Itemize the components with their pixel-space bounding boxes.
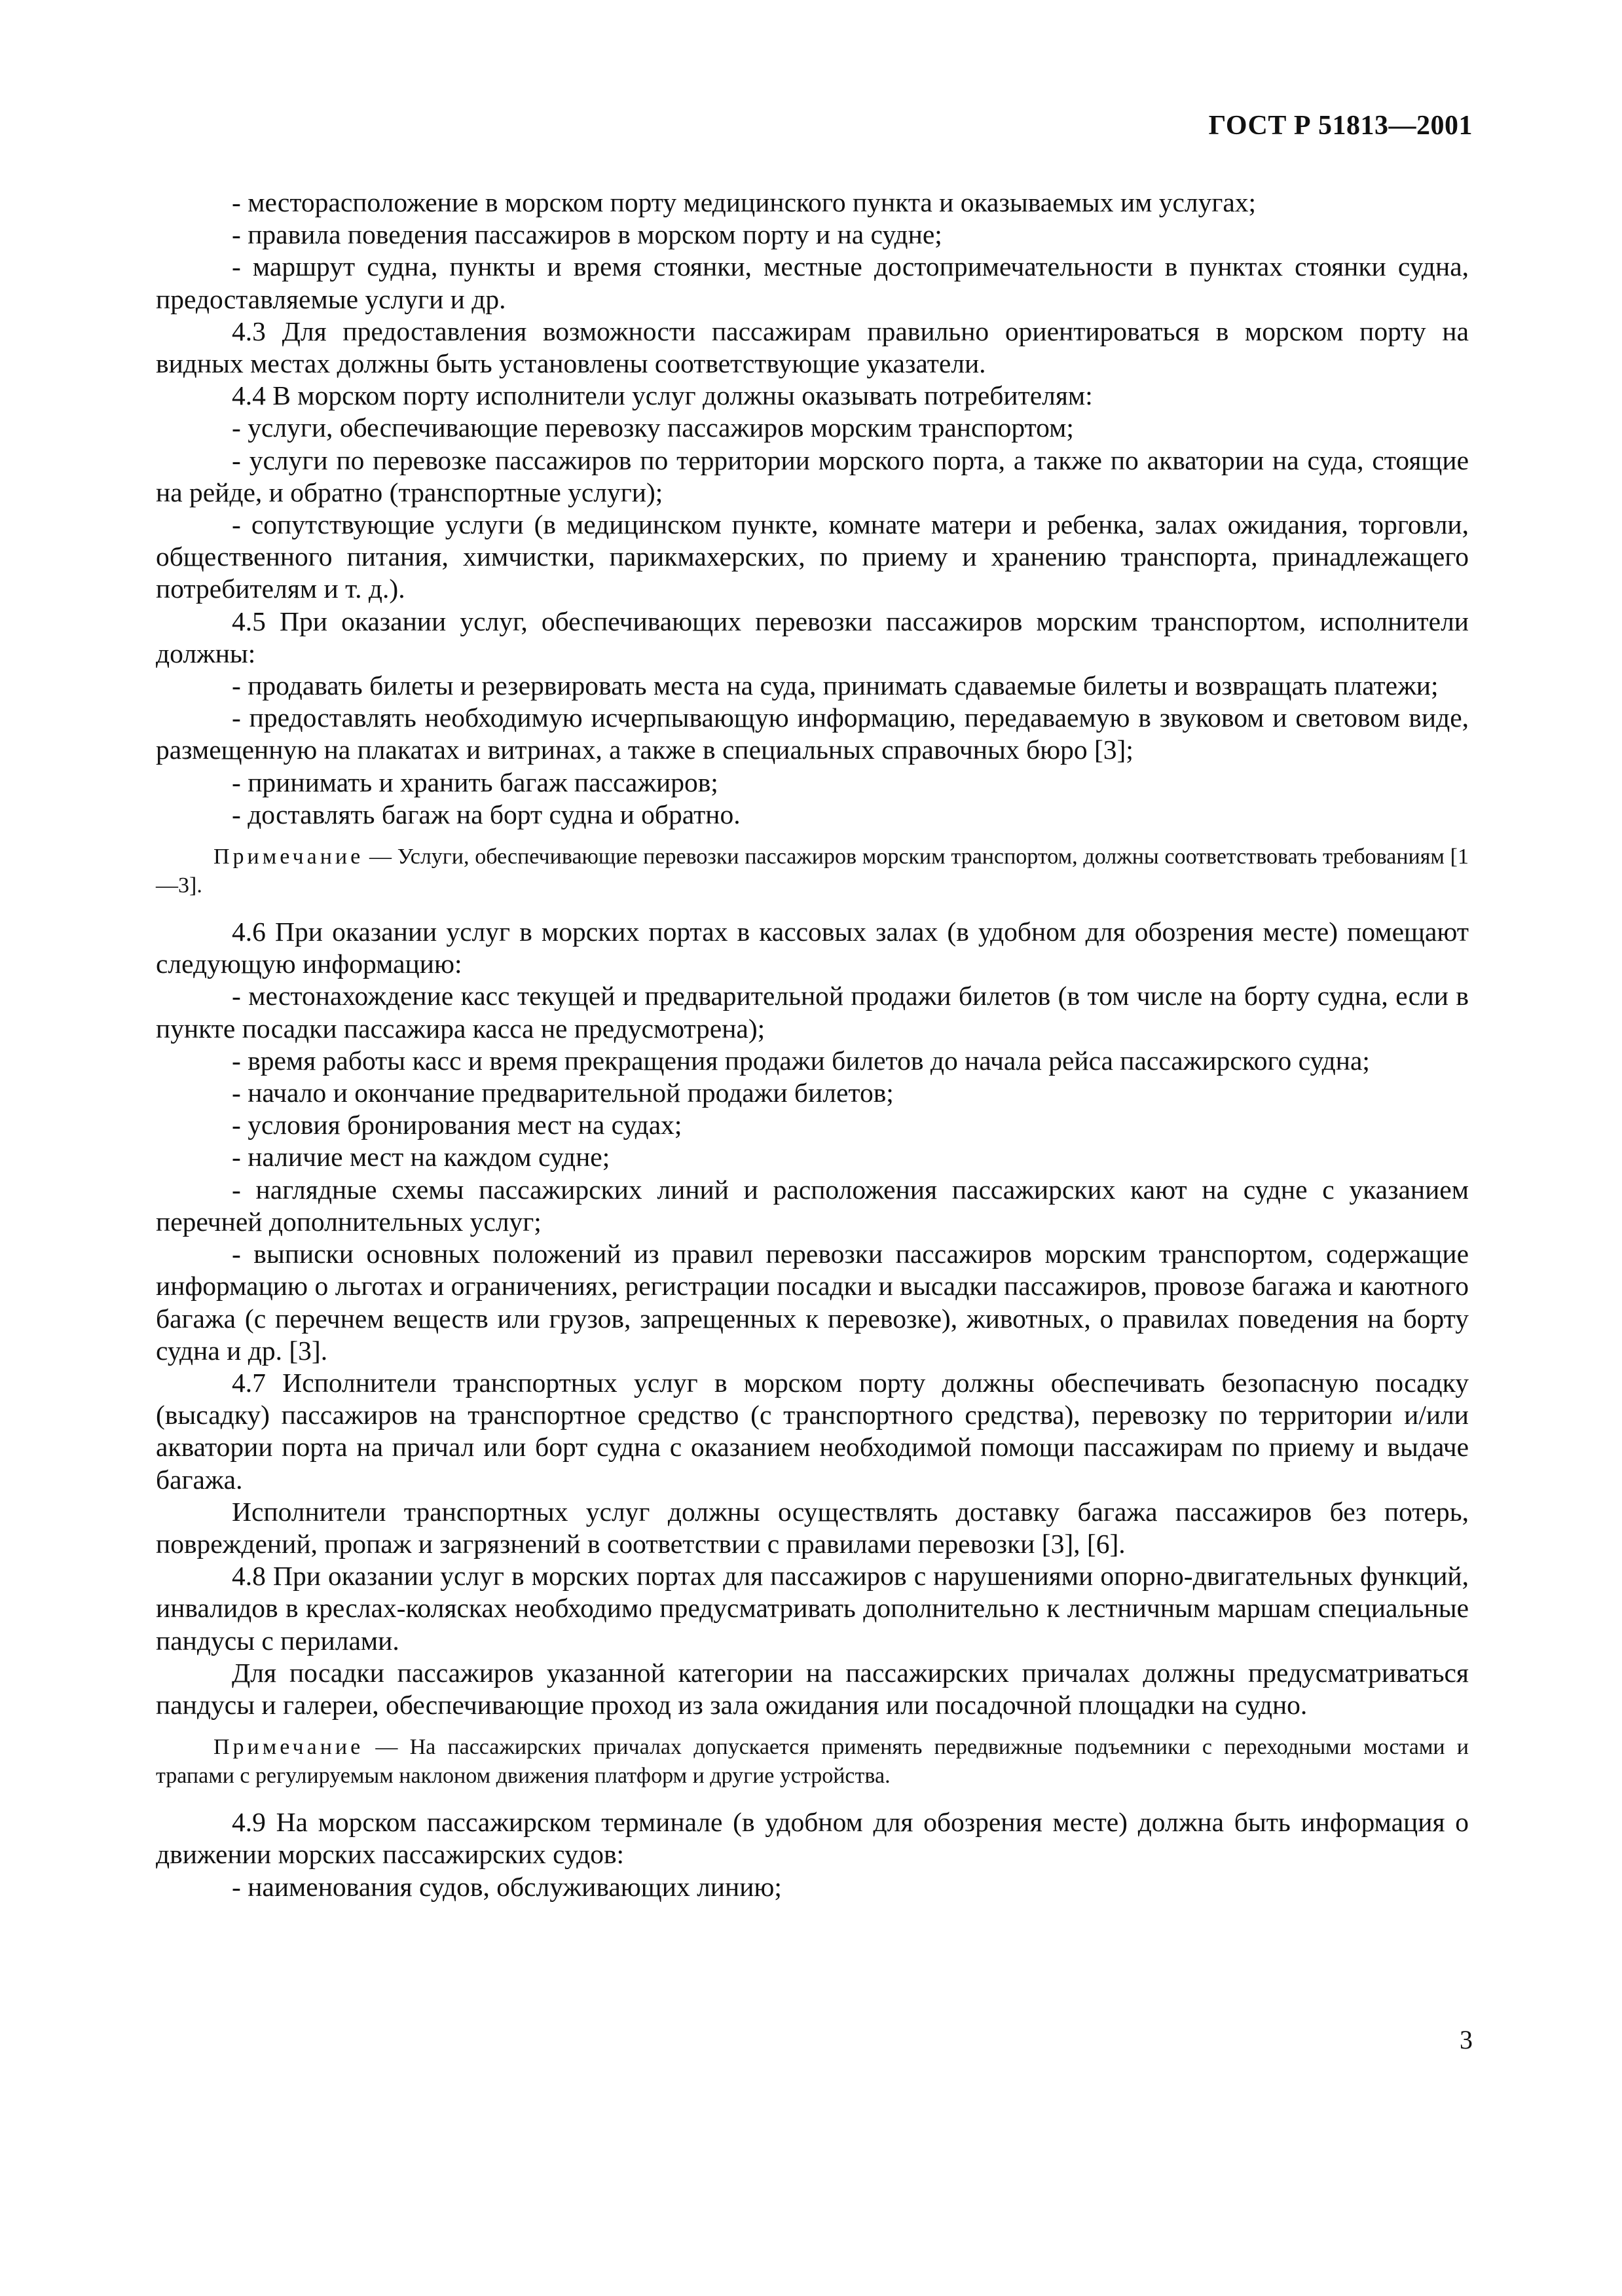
paragraph: 4.7 Исполнители транспортных услуг в морском порту должны обеспечивать безопасную посадку (высадку) пассажиров на транспортное средство (с транспортного средства), перевозку по территории и/или акватории порта на причал или борт судна с оказанием необходимой помощи пассажирам по приему и выдаче багажа.: [156, 1367, 1469, 1495]
note-1-text: — Услуги, обеспечивающие перевозки пассажиров морским транспортом, должны соответствовать требованиям [1—3].: [156, 845, 1469, 898]
paragraph: - начало и окончание предварительной продажи билетов;: [232, 1078, 894, 1108]
paragraph: 4.3 Для предоставления возможности пассажирам правильно ориентироваться в морском порту на видных местах должны быть установлены соответствующие указатели.: [156, 316, 1469, 379]
paragraph: 4.4 В морском порту исполнители услуг должны оказывать потребителям:: [232, 380, 1093, 411]
paragraph-group-1: [156, 187, 1469, 831]
paragraph: - условия бронирования мест на судах;: [232, 1110, 682, 1140]
paragraph-group-2: [156, 916, 1469, 1721]
paragraph: - услуги, обеспечивающие перевозку пассажиров морским транспортом;: [232, 412, 1074, 443]
note-2-text: — На пассажирских причалах допускается применять передвижные подъемники с переходными мостами и трапами с регулируемым наклоном движения платформ и другие устройства.: [156, 1735, 1469, 1789]
page-header-gost: ГОСТ Р 51813—2001: [1208, 111, 1473, 141]
paragraph: - местонахождение касс текущей и предварительной продажи билетов (в том числе на борту судна, если в пункте посадки пассажира касса не предусмотрена);: [156, 981, 1469, 1044]
paragraph: - выписки основных положений из правил перевозки пассажиров морским транспортом, содержащие информацию о льготах и ограничениях, регистрации посадки и высадки пассажиров, провозе багажа и каютного багажа (с перечнем веществ или грузов, запрещенных к перевозке), животных, о правилах поведения на борту судна и др. [3].: [156, 1239, 1469, 1366]
paragraph: - маршрут судна, пункты и время стоянки, местные достопримечательности в пунктах стоянки судна, предоставляемые услуги и др.: [156, 251, 1469, 314]
paragraph: Для посадки пассажиров указанной категории на пассажирских причалах должны предусматриваться пандусы и галереи, обеспечивающие проход из зала ожидания или посадочной площадки на судно.: [156, 1657, 1469, 1720]
paragraph: - продавать билеты и резервировать места на суда, принимать сдаваемые билеты и возвращать платежи;: [232, 670, 1439, 701]
paragraph: 4.9 На морском пассажирском терминале (в удобном для обозрения месте) должна быть информация о движении морских пассажирских судов:: [156, 1807, 1469, 1870]
paragraph: - месторасположение в морском порту медицинского пункта и оказываемых им услугах;: [232, 187, 1257, 217]
paragraph: - предоставлять необходимую исчерпывающую информацию, передаваемую в звуковом и световом виде, размещенную на плакатах и витринах, а также в специальных справочных бюро [3];: [156, 702, 1469, 765]
paragraph: - правила поведения пассажиров в морском порту и на судне;: [232, 219, 942, 250]
paragraph: Исполнители транспортных услуг должны осуществлять доставку багажа пассажиров без потерь, повреждений, пропаж и загрязнений в соответствии с правилами перевозки [3], [6].: [156, 1496, 1469, 1559]
note-2: [156, 1733, 1469, 1791]
paragraph: - наличие мест на каждом судне;: [232, 1142, 610, 1173]
document-body: [156, 187, 1469, 1903]
note-1-label: Примечание: [213, 845, 364, 869]
paragraph: - сопутствующие услуги (в медицинском пункте, комнате матери и ребенка, залах ожидания, торговли, общественного питания, химчистки, парикмахерских, по приему и хранению транспорта, принадлежащего потребителям и т. д.).: [156, 509, 1469, 604]
note-1: [156, 843, 1469, 900]
paragraph: - время работы касс и время прекращения продажи билетов до начала рейса пассажирского судна;: [232, 1045, 1370, 1076]
page-number: 3: [1460, 2025, 1473, 2054]
paragraph: - услуги по перевозке пассажиров по территории морского порта, а также по акватории на суда, стоящие на рейде, и обратно (транспортные услуги);: [156, 445, 1469, 507]
paragraph: 4.8 При оказании услуг в морских портах для пассажиров с нарушениями опорно-двигательных функций, инвалидов в креслах-колясках необходимо предусматривать дополнительно к лестничным маршам специальные пандусы с перилами.: [156, 1561, 1469, 1656]
paragraph: 4.5 При оказании услуг, обеспечивающих перевозки пассажиров морским транспортом, исполнители должны:: [156, 606, 1469, 668]
paragraph: 4.6 При оказании услуг в морских портах в кассовых залах (в удобном для обозрения месте) помещают следующую информацию:: [156, 917, 1469, 979]
paragraph-group-3: [156, 1806, 1469, 1903]
paragraph: - наглядные схемы пассажирских линий и расположения пассажирских кают на судне с указанием перечней дополнительных услуг;: [156, 1174, 1469, 1237]
note-2-label: Примечание: [213, 1735, 364, 1760]
paragraph: - доставлять багаж на борт судна и обратно.: [232, 799, 741, 829]
paragraph: - наименования судов, обслуживающих линию;: [232, 1871, 782, 1902]
paragraph: - принимать и хранить багаж пассажиров;: [232, 767, 718, 797]
